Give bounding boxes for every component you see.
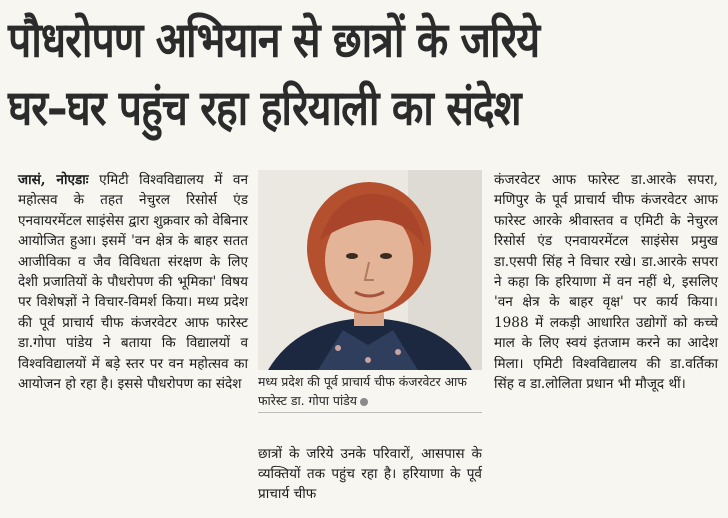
headline — [8, 6, 720, 142]
photo-caption — [258, 372, 484, 410]
article-column-1 — [18, 170, 248, 394]
dateline: जासं, नोएडाः — [18, 172, 89, 188]
article-text-3: कंजरवेटर आफ फारेस्ट डा.आरके सपरा, मणिपुर के पूर्व प्राचार्य चीफ कंजरवेटर आफ फारेस्ट आरके श्रीवास्तव व एमिटी के नेचुरल रिसोर्स एंड एनवायरमेंटल साइंसेस प्रमुख डा.एसपी सिंह ने विचार रखे। डा.आरके सपरा ने कहा कि हरियाणा में वन नहीं थे, इसलिए 'वन क्षेत्र के बाहर वृक्ष' पर कार्य किया। 1988 में लकड़ी आधारित उद्योगों को कच्चे माल के लिए स्वयं इंतजाम करने का आदेश मिला। एमिटी विश्वविद्यालय की डा.वर्तिका सिंह व डा.लोलिता प्रधान भी मौजूद थीं। — [494, 172, 718, 393]
article-text-1: एमिटी विश्वविद्यालय में वन महोत्सव के तहत नेचुरल रिसोर्स एंड एनवायरमेंटल साइंसेस द्वारा शुक्रवार को वेबिनार आयोजित हुआ। इसमें 'वन क्षेत्र के बाहर सतत आजीविका व जैव विविधता संरक्षण के लिए देशी प्रजातियों के पौधरोपण की भूमिका' विषय पर विशेषज्ञों ने विचार-विमर्श किया। मध्य प्रदेश की पूर्व प्राचार्य चीफ कंजरवेटर आफ फारेस्ट डा.गोपा पांडेय ने बताया कि विद्यालयों व विश्वविद्यालयों में बड़े स्तर पर वन महोत्सव का आयोजन हो रहा है। इससे पौधरोपण का संदेश — [18, 172, 248, 393]
article-column-3 — [494, 170, 718, 394]
photo-caption-text: मध्य प्रदेश की पूर्व प्राचार्य चीफ कंजरवेटर आफ फारेस्ट डा. गोपा पांडेय — [258, 374, 467, 408]
portrait-image — [258, 170, 482, 370]
article-column-2 — [258, 430, 482, 518]
headline-line-2: घर–घर पहुंच रहा हरियाली का संदेश — [8, 79, 521, 137]
article-paragraph-1 — [18, 170, 248, 394]
caption-divider — [258, 412, 482, 413]
article-photo — [258, 170, 482, 370]
article-text-2: छात्रों के जरिये उनके परिवारों, आसपास के व्यक्तियों तक पहुंच रहा है। हरियाणा के पूर्व प्राचार्य चीफ — [258, 445, 482, 503]
headline-line-1: पौधरोपण अभियान से छात्रों के जरिये — [8, 11, 540, 69]
bullet-dot-icon — [360, 398, 368, 406]
